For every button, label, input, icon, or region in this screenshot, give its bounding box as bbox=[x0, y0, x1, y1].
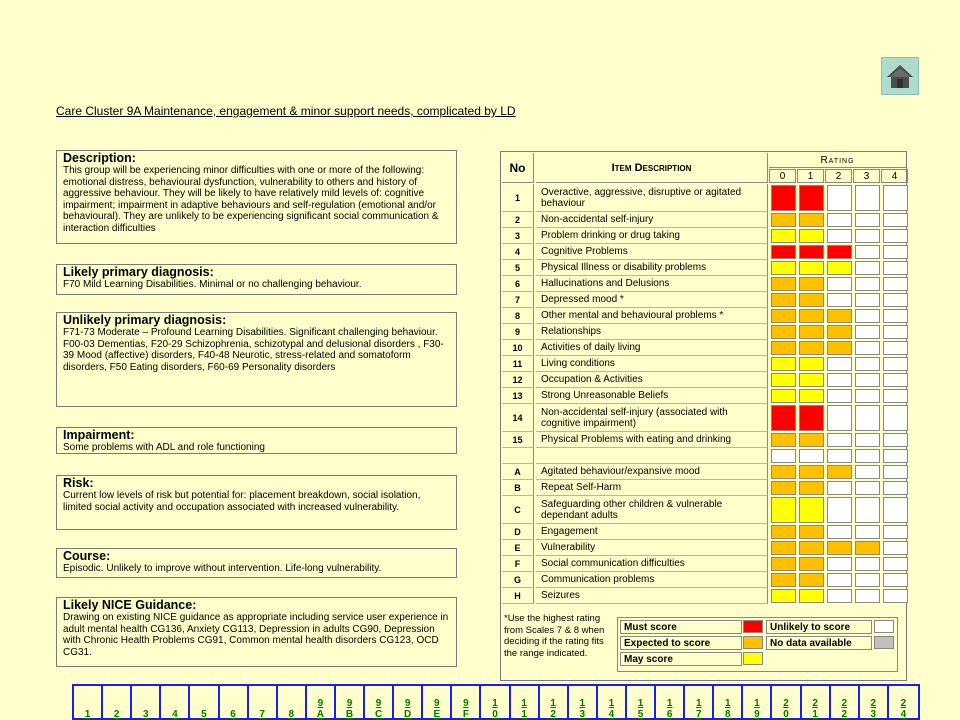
nav-cluster-10[interactable] bbox=[481, 686, 510, 720]
nav-cluster-2[interactable] bbox=[103, 686, 132, 720]
item-description: Engagement bbox=[536, 524, 768, 540]
item-number: A bbox=[502, 464, 534, 480]
table-row bbox=[501, 184, 906, 212]
rating-cell-0 bbox=[771, 389, 796, 403]
rating-cell-2 bbox=[827, 213, 852, 227]
nav-cluster-label: 6 bbox=[230, 709, 236, 720]
rating-cell-1 bbox=[799, 541, 824, 555]
rating-cell-4 bbox=[883, 277, 908, 291]
rating-cell-4 bbox=[883, 589, 908, 603]
nav-cluster-8[interactable] bbox=[278, 686, 307, 720]
table-row bbox=[501, 340, 906, 356]
risk-heading: Risk: bbox=[63, 476, 94, 490]
item-description: Repeat Self-Harm bbox=[536, 480, 768, 496]
table-row bbox=[501, 228, 906, 244]
rating-cell-1 bbox=[799, 357, 824, 371]
rating-cell-2 bbox=[827, 341, 852, 355]
rating-cell-2 bbox=[827, 497, 852, 523]
item-description: Seizures bbox=[536, 588, 768, 604]
rating-cell-2 bbox=[827, 325, 852, 339]
nav-cluster-12[interactable] bbox=[540, 686, 569, 720]
rating-cell-1 bbox=[799, 229, 824, 243]
rating-cell-4 bbox=[883, 481, 908, 495]
likely-diagnosis-heading: Likely primary diagnosis: bbox=[63, 265, 214, 279]
rating-cell-0 bbox=[771, 573, 796, 587]
rating-cell-4 bbox=[883, 573, 908, 587]
impairment-text: Some problems with ADL and role functioning bbox=[63, 442, 265, 453]
item-number: E bbox=[502, 540, 534, 556]
rating-cell-0 bbox=[771, 433, 796, 447]
rating-cell-3 bbox=[855, 481, 880, 495]
likely-diagnosis-box bbox=[56, 264, 457, 295]
rating-cell-3 bbox=[855, 341, 880, 355]
rating-cell-4 bbox=[883, 309, 908, 323]
rating-cell-1 bbox=[799, 497, 824, 523]
rating-cell-4 bbox=[883, 541, 908, 555]
nav-cluster-4[interactable] bbox=[161, 686, 190, 720]
rating-cell-0 bbox=[771, 325, 796, 339]
rating-cell-1 bbox=[799, 213, 824, 227]
rating-cell-0 bbox=[771, 405, 796, 431]
item-number: 7 bbox=[502, 292, 534, 308]
table-row bbox=[501, 464, 906, 480]
rating-cell-0 bbox=[771, 357, 796, 371]
rating-cell-3 bbox=[855, 185, 880, 211]
rating-level-1: 1 bbox=[797, 169, 824, 183]
legend-must-label: Must score bbox=[620, 620, 742, 634]
rating-cell-2 bbox=[827, 373, 852, 387]
item-description: Strong Unreasonable Beliefs bbox=[536, 388, 768, 404]
nav-cluster-label: 5 bbox=[201, 709, 207, 720]
rating-cell-3 bbox=[855, 449, 880, 463]
rating-cell-1 bbox=[799, 261, 824, 275]
rating-cell-3 bbox=[855, 373, 880, 387]
nav-cluster-label: 14 bbox=[608, 698, 615, 720]
course-box bbox=[56, 548, 457, 578]
rating-cell-0 bbox=[771, 185, 796, 211]
rating-cell-4 bbox=[883, 389, 908, 403]
rating-cell-1 bbox=[799, 341, 824, 355]
rating-cell-2 bbox=[827, 293, 852, 307]
rating-cell-2 bbox=[827, 405, 852, 431]
nav-cluster-label: 9D bbox=[404, 698, 412, 720]
impairment-box bbox=[56, 427, 457, 454]
rating-cell-1 bbox=[799, 185, 824, 211]
table-row bbox=[501, 480, 906, 496]
item-description: Physical Problems with eating and drinking bbox=[536, 432, 768, 448]
legend-must-swatch bbox=[743, 620, 763, 633]
item-description bbox=[536, 448, 768, 464]
rating-cell-0 bbox=[771, 245, 796, 259]
item-number: 3 bbox=[502, 228, 534, 244]
scoring-note: *Use the highest rating from Scales 7 & 8 when deciding if the rating fits the range indicated. bbox=[504, 613, 605, 659]
rating-cell-3 bbox=[855, 525, 880, 539]
rating-cell-3 bbox=[855, 213, 880, 227]
legend-unlikely-swatch bbox=[874, 620, 894, 633]
unlikely-diagnosis-heading: Unlikely primary diagnosis: bbox=[63, 313, 227, 327]
item-number: 13 bbox=[502, 388, 534, 404]
rating-cell-1 bbox=[799, 433, 824, 447]
rating-cell-0 bbox=[771, 261, 796, 275]
rating-cell-0 bbox=[771, 309, 796, 323]
item-number: D bbox=[502, 524, 534, 540]
nav-cluster-label: 24 bbox=[900, 698, 907, 720]
header-rating: Rating bbox=[769, 153, 906, 168]
nav-cluster-label: 9B bbox=[345, 698, 354, 720]
nav-cluster-9e[interactable] bbox=[423, 686, 452, 720]
header-no: No bbox=[502, 153, 534, 183]
rating-cell-3 bbox=[855, 277, 880, 291]
legend bbox=[617, 617, 898, 672]
rating-cell-3 bbox=[855, 245, 880, 259]
rating-cell-3 bbox=[855, 261, 880, 275]
item-number: 1 bbox=[502, 184, 534, 212]
nav-cluster-13[interactable] bbox=[569, 686, 598, 720]
nav-cluster-label: 13 bbox=[579, 698, 586, 720]
rating-cell-1 bbox=[799, 525, 824, 539]
risk-text: Current low levels of risk but potential for: placement breakdown, social isolation, limited social activity and occupation associated with increased vulnerability. bbox=[63, 490, 421, 513]
table-row bbox=[501, 496, 906, 524]
rating-cell-4 bbox=[883, 449, 908, 463]
nav-cluster-5[interactable] bbox=[190, 686, 219, 720]
item-number: 4 bbox=[502, 244, 534, 260]
unlikely-diagnosis-text: F71-73 Moderate – Profound Learning Disabilities. Significant challenging behaviour. F00-03 Dementias, F20-29 Schizophrenia, schizotypal and delusional disorders , F30-39 Mood (affective) disorders, F40-48 Neurotic, stress-related and somatoform disorders, F50 Eating disorders, F60-69 Personality disorders bbox=[63, 327, 444, 373]
course-heading: Course: bbox=[63, 549, 111, 563]
rating-cell-3 bbox=[855, 557, 880, 571]
legend-nodata-label: No data available bbox=[766, 636, 872, 650]
rating-cell-0 bbox=[771, 541, 796, 555]
item-number: 2 bbox=[502, 212, 534, 228]
description-heading: Description: bbox=[63, 151, 136, 165]
item-number: B bbox=[502, 480, 534, 496]
rating-cell-1 bbox=[799, 405, 824, 431]
item-description: Agitated behaviour/expansive mood bbox=[536, 464, 768, 480]
rating-cell-4 bbox=[883, 325, 908, 339]
rating-cell-3 bbox=[855, 293, 880, 307]
nav-cluster-label: 1 bbox=[84, 709, 91, 720]
table-row bbox=[501, 556, 906, 572]
rating-cell-0 bbox=[771, 229, 796, 243]
risk-box bbox=[56, 475, 457, 530]
legend-unlikely-label: Unlikely to score bbox=[766, 620, 872, 634]
rating-cell-3 bbox=[855, 497, 880, 523]
rating-level-2: 2 bbox=[825, 169, 852, 183]
item-description: Vulnerability bbox=[536, 540, 768, 556]
rating-cell-2 bbox=[827, 449, 852, 463]
item-description: Occupation & Activities bbox=[536, 372, 768, 388]
item-description: Safeguarding other children & vulnerable dependant adults bbox=[536, 496, 768, 524]
table-row bbox=[501, 260, 906, 276]
item-number: 5 bbox=[502, 260, 534, 276]
rating-cell-2 bbox=[827, 261, 852, 275]
rating-cell-2 bbox=[827, 357, 852, 371]
rating-cell-2 bbox=[827, 557, 852, 571]
rating-cell-3 bbox=[855, 325, 880, 339]
rating-cell-0 bbox=[771, 213, 796, 227]
legend-may-swatch bbox=[743, 652, 763, 665]
nav-cluster-23[interactable] bbox=[860, 686, 889, 720]
rating-cell-1 bbox=[799, 557, 824, 571]
rating-cell-3 bbox=[855, 229, 880, 243]
rating-level-3: 3 bbox=[853, 169, 880, 183]
rating-cell-4 bbox=[883, 213, 908, 227]
rating-cell-3 bbox=[855, 405, 880, 431]
rating-cell-0 bbox=[771, 465, 796, 479]
unlikely-diagnosis-box bbox=[56, 312, 457, 407]
rating-cell-4 bbox=[883, 497, 908, 523]
rating-cell-0 bbox=[771, 293, 796, 307]
nav-cluster-9d[interactable] bbox=[394, 686, 423, 720]
item-number bbox=[502, 448, 534, 464]
rating-cell-4 bbox=[883, 357, 908, 371]
nice-guidance-box bbox=[56, 597, 457, 667]
rating-cell-0 bbox=[771, 481, 796, 495]
rating-cell-0 bbox=[771, 277, 796, 291]
rating-cell-1 bbox=[799, 449, 824, 463]
rating-cell-1 bbox=[799, 589, 824, 603]
nav-cluster-6[interactable] bbox=[220, 686, 249, 720]
nav-cluster-label: 9E bbox=[433, 698, 441, 720]
item-number: 6 bbox=[502, 276, 534, 292]
rating-cell-3 bbox=[855, 389, 880, 403]
cluster-navigation bbox=[72, 684, 920, 720]
item-number: 11 bbox=[502, 356, 534, 372]
item-description: Relationships bbox=[536, 324, 768, 340]
rating-cell-2 bbox=[827, 589, 852, 603]
item-number: F bbox=[502, 556, 534, 572]
nav-cluster-label: 23 bbox=[870, 698, 877, 720]
item-description: Hallucinations and Delusions bbox=[536, 276, 768, 292]
nav-cluster-label: 9F bbox=[462, 698, 469, 720]
rating-cell-4 bbox=[883, 293, 908, 307]
likely-diagnosis-text: F70 Mild Learning Disabilities. Minimal or no challenging behaviour. bbox=[63, 279, 362, 290]
rating-cell-1 bbox=[799, 293, 824, 307]
nav-cluster-label: 15 bbox=[637, 698, 644, 720]
nav-cluster-label: 12 bbox=[550, 698, 556, 720]
nav-cluster-11[interactable] bbox=[511, 686, 540, 720]
rating-cell-4 bbox=[883, 557, 908, 571]
item-number: 14 bbox=[502, 404, 534, 432]
rating-cell-2 bbox=[827, 481, 852, 495]
rating-cell-1 bbox=[799, 277, 824, 291]
nav-cluster-20[interactable] bbox=[772, 686, 801, 720]
rating-cell-3 bbox=[855, 541, 880, 555]
nav-cluster-label: 9C bbox=[374, 698, 383, 720]
item-description: Social communication difficulties bbox=[536, 556, 768, 572]
rating-cell-0 bbox=[771, 589, 796, 603]
nice-guidance-text: Drawing on existing NICE guidance as appropriate including service user experience in adult mental health CG136, Anxiety CG113, Depression in adults CG90, Depression with Chronic Health Problems CG91, Common mental health disorders CG123, OCD CG31. bbox=[63, 612, 449, 658]
rating-cell-0 bbox=[771, 497, 796, 523]
legend-expected-swatch bbox=[743, 636, 763, 649]
nav-cluster-label: 8 bbox=[288, 709, 295, 720]
rating-cell-2 bbox=[827, 229, 852, 243]
table-row bbox=[501, 448, 906, 464]
nav-cluster-label: 16 bbox=[666, 698, 673, 720]
item-description: Cognitive Problems bbox=[536, 244, 768, 260]
item-description: Problem drinking or drug taking bbox=[536, 228, 768, 244]
rating-level-4: 4 bbox=[881, 169, 908, 183]
table-row bbox=[501, 324, 906, 340]
rating-cell-1 bbox=[799, 573, 824, 587]
nav-cluster-17[interactable] bbox=[685, 686, 714, 720]
rating-cell-3 bbox=[855, 465, 880, 479]
nav-cluster-label: 20 bbox=[783, 698, 789, 720]
item-description: Living conditions bbox=[536, 356, 768, 372]
item-description: Overactive, aggressive, disruptive or agitated behaviour bbox=[536, 184, 768, 212]
rating-cell-2 bbox=[827, 389, 852, 403]
item-number: 15 bbox=[502, 432, 534, 448]
nav-cluster-9a[interactable] bbox=[307, 686, 336, 720]
nav-cluster-label: 21 bbox=[812, 698, 818, 720]
table-row bbox=[501, 212, 906, 228]
nav-cluster-label: 4 bbox=[172, 709, 178, 720]
rating-cell-3 bbox=[855, 309, 880, 323]
rating-table bbox=[500, 151, 907, 681]
item-description: Other mental and behavioural problems * bbox=[536, 308, 768, 324]
rating-cell-0 bbox=[771, 557, 796, 571]
rating-cell-2 bbox=[827, 573, 852, 587]
nav-cluster-9c[interactable] bbox=[365, 686, 394, 720]
nav-cluster-label: 11 bbox=[521, 698, 527, 720]
rating-cell-1 bbox=[799, 465, 824, 479]
table-row bbox=[501, 276, 906, 292]
nav-cluster-label: 22 bbox=[841, 698, 848, 720]
rating-cell-2 bbox=[827, 277, 852, 291]
nav-cluster-3[interactable] bbox=[132, 686, 161, 720]
table-row bbox=[501, 308, 906, 324]
item-number: G bbox=[502, 572, 534, 588]
nav-cluster-21[interactable] bbox=[802, 686, 831, 720]
nav-cluster-label: 2 bbox=[113, 709, 120, 720]
nav-cluster-label: 17 bbox=[695, 698, 702, 720]
rating-cell-1 bbox=[799, 373, 824, 387]
item-description: Non-accidental self-injury (associated with cognitive impairment) bbox=[536, 404, 768, 432]
rating-cell-4 bbox=[883, 341, 908, 355]
rating-cell-2 bbox=[827, 185, 852, 211]
nav-cluster-label: 7 bbox=[259, 709, 265, 720]
nav-cluster-7[interactable] bbox=[249, 686, 278, 720]
rating-cell-4 bbox=[883, 405, 908, 431]
rating-cell-0 bbox=[771, 525, 796, 539]
course-text: Episodic. Unlikely to improve without intervention. Life-long vulnerability. bbox=[63, 563, 382, 574]
rating-cell-0 bbox=[771, 373, 796, 387]
rating-cell-4 bbox=[883, 229, 908, 243]
rating-cell-3 bbox=[855, 573, 880, 587]
rating-cell-1 bbox=[799, 309, 824, 323]
rating-cell-0 bbox=[771, 341, 796, 355]
item-number: C bbox=[502, 496, 534, 524]
impairment-heading: Impairment: bbox=[63, 428, 135, 442]
rating-cell-3 bbox=[855, 433, 880, 447]
nav-cluster-1[interactable] bbox=[74, 686, 103, 720]
table-row bbox=[501, 404, 906, 432]
item-description: Depressed mood * bbox=[536, 292, 768, 308]
rating-cell-4 bbox=[883, 185, 908, 211]
nav-cluster-15[interactable] bbox=[627, 686, 656, 720]
rating-cell-4 bbox=[883, 373, 908, 387]
rating-cell-1 bbox=[799, 389, 824, 403]
nav-cluster-18[interactable] bbox=[714, 686, 743, 720]
home-icon bbox=[885, 62, 915, 90]
item-description: Non-accidental self-injury bbox=[536, 212, 768, 228]
item-number: 12 bbox=[502, 372, 534, 388]
table-row bbox=[501, 372, 906, 388]
table-row bbox=[501, 388, 906, 404]
item-number: H bbox=[502, 588, 534, 604]
nav-cluster-9f[interactable] bbox=[452, 686, 481, 720]
rating-cell-3 bbox=[855, 357, 880, 371]
nav-cluster-label: 3 bbox=[142, 709, 149, 720]
nav-cluster-9b[interactable] bbox=[336, 686, 365, 720]
legend-nodata-swatch bbox=[874, 636, 894, 649]
table-row bbox=[501, 524, 906, 540]
nav-cluster-22[interactable] bbox=[831, 686, 860, 720]
rating-cell-3 bbox=[855, 589, 880, 603]
table-row bbox=[501, 572, 906, 588]
item-description: Physical Illness or disability problems bbox=[536, 260, 768, 276]
rating-cell-2 bbox=[827, 309, 852, 323]
rating-cell-4 bbox=[883, 525, 908, 539]
legend-expected-label: Expected to score bbox=[620, 636, 742, 650]
legend-may-label: May score bbox=[620, 652, 742, 666]
rating-cell-2 bbox=[827, 245, 852, 259]
rating-cell-4 bbox=[883, 261, 908, 275]
item-number: 10 bbox=[502, 340, 534, 356]
page-title: Care Cluster 9A Maintenance, engagement & minor support needs, complicated by LD bbox=[56, 104, 516, 118]
description-text: This group will be experiencing minor difficulties with one or more of the following: emotional distress, behavioural dysfunction, vulnerability to others and history of aggressive behaviour. They will be likely to have relatively mild levels of: cognitive impairment; impairment in adaptive behaviours and self-regulation (emotional and/or behavioural). They are unlikely to be experiencing significant social communication & interaction difficulties bbox=[63, 165, 439, 234]
rating-cell-2 bbox=[827, 525, 852, 539]
rating-cell-2 bbox=[827, 465, 852, 479]
rating-cell-4 bbox=[883, 465, 908, 479]
rating-cell-4 bbox=[883, 433, 908, 447]
rating-cell-1 bbox=[799, 245, 824, 259]
nav-cluster-24[interactable] bbox=[889, 686, 918, 720]
rating-cell-4 bbox=[883, 245, 908, 259]
item-number: 9 bbox=[502, 324, 534, 340]
item-description: Activities of daily living bbox=[536, 340, 768, 356]
home-button[interactable] bbox=[881, 57, 919, 95]
nav-cluster-16[interactable] bbox=[656, 686, 685, 720]
nav-cluster-label: 9A bbox=[316, 698, 324, 720]
rating-cell-1 bbox=[799, 325, 824, 339]
nav-cluster-label: 18 bbox=[725, 698, 731, 720]
description-box bbox=[56, 150, 457, 244]
table-row bbox=[501, 540, 906, 556]
rating-level-0: 0 bbox=[769, 169, 796, 183]
nav-cluster-19[interactable] bbox=[743, 686, 772, 720]
nav-cluster-label: 10 bbox=[492, 698, 498, 720]
nav-cluster-14[interactable] bbox=[598, 686, 627, 720]
table-row bbox=[501, 432, 906, 448]
header-item-description: Item Description bbox=[536, 153, 768, 183]
rating-cell-0 bbox=[771, 449, 796, 463]
item-description: Communication problems bbox=[536, 572, 768, 588]
rating-cell-2 bbox=[827, 541, 852, 555]
table-row bbox=[501, 244, 906, 260]
rating-cell-2 bbox=[827, 433, 852, 447]
table-row bbox=[501, 356, 906, 372]
nav-cluster-label: 19 bbox=[754, 698, 760, 720]
table-row bbox=[501, 292, 906, 308]
item-number: 8 bbox=[502, 308, 534, 324]
rating-cell-1 bbox=[799, 481, 824, 495]
table-row bbox=[501, 588, 906, 604]
nice-guidance-heading: Likely NICE Guidance: bbox=[63, 598, 197, 612]
